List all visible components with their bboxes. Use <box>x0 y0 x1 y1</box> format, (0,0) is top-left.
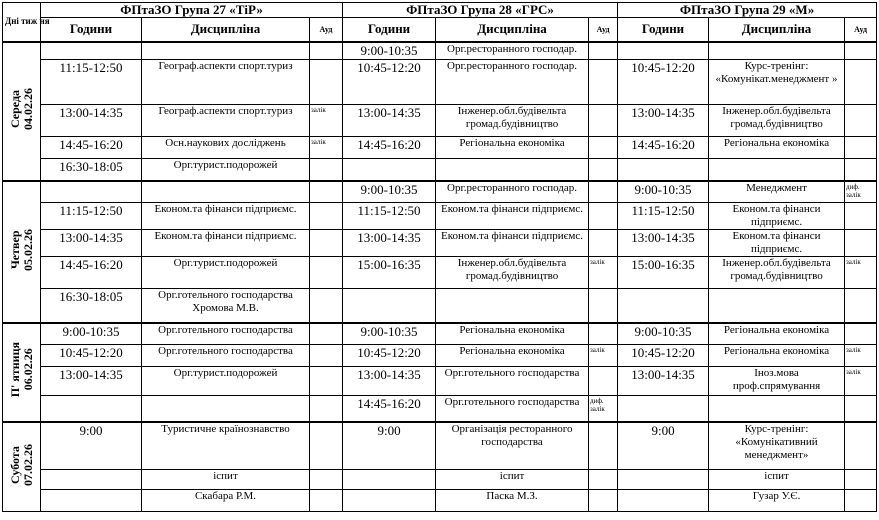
discipline-cell: Орг.ресторанного господар. <box>436 42 589 60</box>
aud-cell <box>310 181 343 203</box>
aud-cell <box>589 203 618 230</box>
aud-cell <box>589 137 618 159</box>
discipline-cell: Туристичне країнознавство <box>142 422 310 470</box>
discipline-cell: Орг.готельного господарства <box>142 323 310 345</box>
discipline-header: Дисципліна <box>142 18 310 42</box>
aud-cell <box>589 470 618 490</box>
discipline-cell: Інженер.обл.будівельта громад.будівництво <box>709 105 845 137</box>
day-name: Субота <box>7 445 22 484</box>
discipline-cell: Інженер.обл.будівельта громад.будівництво <box>709 257 845 289</box>
discipline-cell: Іноз.мова проф.спрямування <box>709 367 845 396</box>
day-label <box>9 229 35 271</box>
time-cell: 15:00-16:35 <box>618 257 709 289</box>
aud-cell <box>845 396 877 422</box>
day-label <box>9 342 35 397</box>
time-cell <box>618 396 709 422</box>
discipline-cell: іспит <box>436 470 589 490</box>
discipline-cell: Інженер.обл.будівельта громад.будівництво <box>436 257 589 289</box>
aud-cell <box>310 230 343 257</box>
time-cell: 14:45-16:20 <box>343 396 436 422</box>
schedule-row <box>3 490 877 512</box>
discipline-cell: Орг.турист.подорожей <box>142 257 310 289</box>
time-cell: 13:00-14:35 <box>343 230 436 257</box>
discipline-cell <box>436 159 589 181</box>
time-cell: 10:45-12:20 <box>41 345 142 367</box>
discipline-cell <box>709 289 845 323</box>
aud-cell <box>589 289 618 323</box>
day-date: 07.02.26 <box>20 443 35 486</box>
time-cell: 14:45-16:20 <box>618 137 709 159</box>
aud-cell <box>589 323 618 345</box>
aud-cell <box>845 490 877 512</box>
discipline-cell <box>709 42 845 60</box>
discipline-cell: Осн.наукових досліджень <box>142 137 310 159</box>
discipline-cell: Курс-тренінг: «Комунікат.менеджмент » <box>709 60 845 105</box>
aud-cell <box>845 323 877 345</box>
discipline-header: Дисципліна <box>436 18 589 42</box>
discipline-cell <box>436 289 589 323</box>
time-cell <box>343 470 436 490</box>
schedule-row <box>3 257 877 289</box>
time-cell: 11:15-12:50 <box>618 203 709 230</box>
aud-cell <box>589 490 618 512</box>
discipline-cell: іспит <box>142 470 310 490</box>
aud-cell <box>589 422 618 470</box>
discipline-cell: Регіональна економіка <box>709 323 845 345</box>
time-cell: 11:15-12:50 <box>343 203 436 230</box>
aud-cell <box>589 159 618 181</box>
time-cell: 13:00-14:35 <box>41 230 142 257</box>
time-cell <box>618 470 709 490</box>
discipline-cell: Регіональна економіка <box>436 323 589 345</box>
aud-cell <box>589 230 618 257</box>
day-cell <box>3 323 41 422</box>
group-27-title: ФПтаЗО Група 27 «ТіР» <box>41 3 343 18</box>
discipline-cell: Економ.та фінанси підприємс. <box>436 203 589 230</box>
aud-cell <box>310 396 343 422</box>
aud-cell <box>845 422 877 470</box>
time-cell: 13:00-14:35 <box>41 367 142 396</box>
schedule-row <box>3 422 877 470</box>
discipline-cell: Географ.аспекти спорт.туриз <box>142 105 310 137</box>
aud-cell <box>310 42 343 60</box>
discipline-cell: Орг.готельного господарства <box>436 367 589 396</box>
aud-cell: залік <box>845 367 877 396</box>
schedule-row <box>3 289 877 323</box>
time-cell: 9:00-10:35 <box>343 42 436 60</box>
schedule-row <box>3 367 877 396</box>
discipline-cell: Регіональна економіка <box>709 137 845 159</box>
time-cell: 14:45-16:20 <box>41 257 142 289</box>
schedule-row <box>3 159 877 181</box>
discipline-cell: Економ.та фінанси підприємс. <box>142 203 310 230</box>
discipline-cell: Організація ресторанного господарства <box>436 422 589 470</box>
time-cell: 13:00-14:35 <box>618 105 709 137</box>
day-name: Середа <box>7 89 22 129</box>
discipline-cell: Орг.готельного господарства <box>436 396 589 422</box>
aud-cell: диф. залік <box>845 181 877 203</box>
day-name: П' ятниця <box>7 342 22 398</box>
discipline-cell: Гузар У.Є. <box>709 490 845 512</box>
hours-header: Години <box>618 18 709 42</box>
time-cell <box>41 490 142 512</box>
aud-cell: залік <box>589 257 618 289</box>
discipline-cell: Економ.та фінанси підприємс. <box>436 230 589 257</box>
aud-header: Ауд <box>310 18 343 42</box>
discipline-header: Дисципліна <box>709 18 845 42</box>
time-cell <box>41 470 142 490</box>
aud-cell: залік <box>845 257 877 289</box>
aud-cell <box>845 203 877 230</box>
aud-cell <box>845 289 877 323</box>
time-cell: 13:00-14:35 <box>343 367 436 396</box>
time-cell <box>618 42 709 60</box>
time-cell: 11:15-12:50 <box>41 203 142 230</box>
discipline-cell: Орг.турист.подорожей <box>142 367 310 396</box>
aud-cell <box>310 323 343 345</box>
aud-cell: залік <box>845 345 877 367</box>
time-cell: 14:45-16:20 <box>343 137 436 159</box>
day-name: Четвер <box>7 230 22 269</box>
aud-cell <box>310 203 343 230</box>
aud-cell <box>589 60 618 105</box>
aud-cell <box>845 105 877 137</box>
aud-header: Ауд <box>589 18 618 42</box>
time-cell <box>343 289 436 323</box>
aud-cell <box>310 490 343 512</box>
time-cell <box>41 181 142 203</box>
time-cell <box>41 42 142 60</box>
schedule-row <box>3 396 877 422</box>
aud-cell: залік <box>589 345 618 367</box>
day-label <box>9 88 35 130</box>
time-cell: 13:00-14:35 <box>618 230 709 257</box>
discipline-cell: Скабара Р.М. <box>142 490 310 512</box>
aud-cell <box>589 42 618 60</box>
day-cell <box>3 422 41 512</box>
discipline-cell: Регіональна економіка <box>436 345 589 367</box>
schedule-row <box>3 42 877 60</box>
time-cell: 9:00-10:35 <box>343 323 436 345</box>
time-cell <box>343 159 436 181</box>
aud-cell <box>310 159 343 181</box>
discipline-cell <box>709 159 845 181</box>
aud-cell <box>310 470 343 490</box>
time-cell: 9:00-10:35 <box>618 323 709 345</box>
time-cell: 13:00-14:35 <box>343 105 436 137</box>
time-cell: 16:30-18:05 <box>41 159 142 181</box>
time-cell: 9:00-10:35 <box>343 181 436 203</box>
schedule-row <box>3 470 877 490</box>
group-29-title: ФПтаЗО Група 29 «М» <box>618 3 877 18</box>
discipline-cell: Орг.ресторанного господар. <box>436 60 589 105</box>
aud-cell: диф. залік <box>589 396 618 422</box>
time-cell: 10:45-12:20 <box>343 345 436 367</box>
discipline-cell: Економ.та фінанси підприємс. <box>709 203 845 230</box>
aud-cell: залік <box>310 137 343 159</box>
schedule-row <box>3 60 877 105</box>
time-cell <box>618 289 709 323</box>
day-date: 05.02.26 <box>20 228 35 271</box>
discipline-cell: Регіональна економіка <box>709 345 845 367</box>
discipline-cell: Менеджмент <box>709 181 845 203</box>
day-date: 06.02.26 <box>20 349 35 391</box>
discipline-cell <box>709 396 845 422</box>
aud-cell <box>845 42 877 60</box>
time-cell: 16:30-18:05 <box>41 289 142 323</box>
discipline-cell: Орг.готельного господарства <box>142 345 310 367</box>
time-cell: 13:00-14:35 <box>41 105 142 137</box>
time-cell: 9:00 <box>618 422 709 470</box>
day-date: 04.02.26 <box>20 88 35 130</box>
time-cell: 13:00-14:35 <box>618 367 709 396</box>
discipline-cell: Орг.турист.подорожей <box>142 159 310 181</box>
group-28-title: ФПтаЗО Група 28 «ГРС» <box>343 3 618 18</box>
time-cell: 9:00 <box>343 422 436 470</box>
aud-cell <box>589 105 618 137</box>
discipline-cell: Орг.готельного господарства Хромова М.В. <box>142 289 310 323</box>
discipline-cell: Паска М.З. <box>436 490 589 512</box>
discipline-cell: Економ.та фінанси підприємс. <box>709 230 845 257</box>
days-of-week-header: Дні тиж ня <box>3 3 41 42</box>
time-cell <box>618 159 709 181</box>
aud-cell <box>845 159 877 181</box>
discipline-cell: Курс-тренінг: «Комунікативний менеджмент» <box>709 422 845 470</box>
hours-header: Години <box>41 18 142 42</box>
aud-cell <box>845 60 877 105</box>
discipline-cell <box>142 181 310 203</box>
aud-cell <box>310 257 343 289</box>
discipline-cell: Географ.аспекти спорт.туриз <box>142 60 310 105</box>
time-cell: 10:45-12:20 <box>343 60 436 105</box>
aud-cell <box>589 181 618 203</box>
aud-header: Ауд <box>845 18 877 42</box>
aud-cell <box>845 230 877 257</box>
aud-cell <box>310 60 343 105</box>
aud-cell <box>845 137 877 159</box>
hours-header: Години <box>343 18 436 42</box>
discipline-cell: іспит <box>709 470 845 490</box>
time-cell <box>41 396 142 422</box>
discipline-cell: Орг.ресторанного господар. <box>436 181 589 203</box>
time-cell: 9:00-10:35 <box>41 323 142 345</box>
time-cell: 10:45-12:20 <box>618 345 709 367</box>
schedule-row <box>3 137 877 159</box>
schedule-row <box>3 105 877 137</box>
aud-cell <box>310 345 343 367</box>
time-cell: 11:15-12:50 <box>41 60 142 105</box>
aud-cell <box>310 422 343 470</box>
schedule-row <box>3 181 877 203</box>
day-cell <box>3 181 41 323</box>
time-cell: 14:45-16:20 <box>41 137 142 159</box>
schedule-row <box>3 323 877 345</box>
aud-cell <box>310 289 343 323</box>
time-cell: 15:00-16:35 <box>343 257 436 289</box>
discipline-cell: Інженер.обл.будівельта громад.будівництво <box>436 105 589 137</box>
schedule-row <box>3 230 877 257</box>
aud-cell <box>589 367 618 396</box>
aud-cell: залік <box>310 105 343 137</box>
time-cell <box>618 490 709 512</box>
discipline-cell <box>142 42 310 60</box>
schedule-row <box>3 345 877 367</box>
time-cell: 9:00 <box>41 422 142 470</box>
day-cell <box>3 42 41 181</box>
aud-cell <box>845 470 877 490</box>
time-cell <box>343 490 436 512</box>
schedule-table <box>2 2 877 512</box>
discipline-cell: Економ.та фінанси підприємс. <box>142 230 310 257</box>
schedule-row <box>3 203 877 230</box>
discipline-cell <box>142 396 310 422</box>
time-cell: 9:00-10:35 <box>618 181 709 203</box>
time-cell: 10:45-12:20 <box>618 60 709 105</box>
aud-cell <box>310 367 343 396</box>
day-label <box>9 444 35 486</box>
discipline-cell: Регіональна економіка <box>436 137 589 159</box>
